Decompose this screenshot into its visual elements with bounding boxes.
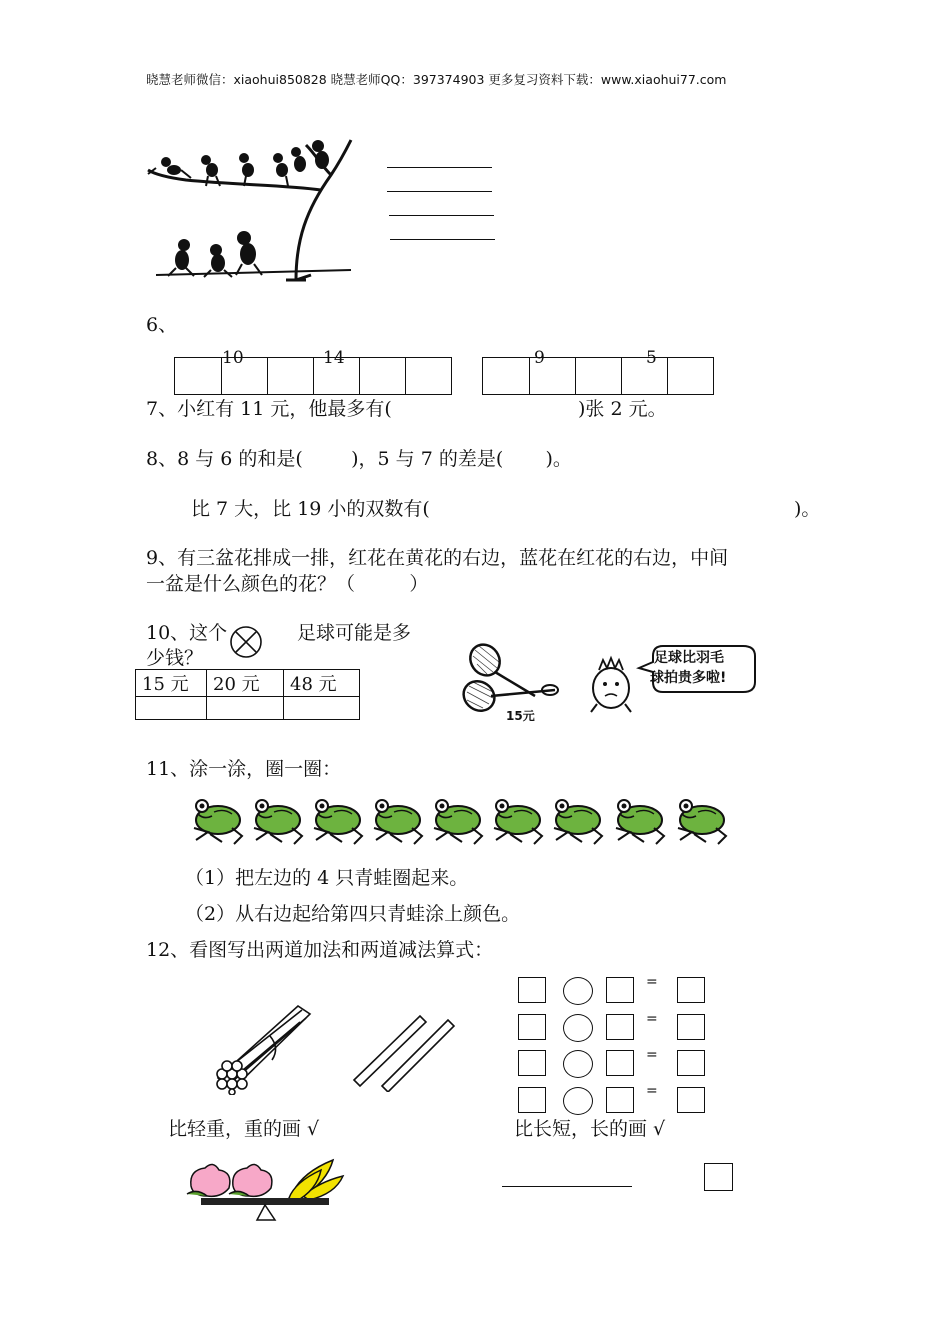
result-box[interactable]: [677, 1050, 705, 1076]
answer-line-1[interactable]: [387, 167, 492, 168]
length-answer-line[interactable]: [502, 1186, 632, 1187]
monkey-tree-illustration: [146, 130, 361, 285]
q11-item-1: （1）把左边的 4 只青蛙圈起来。: [185, 867, 469, 889]
frog-icon: [194, 800, 242, 844]
number-box[interactable]: [518, 1014, 546, 1040]
frog-icon: [374, 800, 422, 844]
weight-compare-label: 比轻重，重的画 √: [168, 1118, 320, 1140]
number-label: 9: [534, 348, 545, 368]
operator-circle[interactable]: [563, 1050, 593, 1078]
frog-icon: [434, 800, 482, 844]
result-box[interactable]: [677, 1014, 705, 1040]
frog-icon: [494, 800, 542, 844]
q6-number-row-2: [482, 357, 714, 395]
q8-line-2-start: 比 7 大，比 19 小的双数有(: [191, 498, 430, 520]
number-box[interactable]: [606, 1050, 634, 1076]
answer-line-3[interactable]: [389, 215, 494, 216]
stick-bundle-illustration: [210, 1000, 325, 1095]
equals-sign: =: [646, 1083, 658, 1099]
frog-icon: [314, 800, 362, 844]
result-box[interactable]: [677, 977, 705, 1003]
frog-row: [188, 790, 733, 850]
q10-question-end: 足球可能是多: [297, 622, 412, 644]
number-cell[interactable]: [267, 358, 313, 394]
result-box[interactable]: [677, 1087, 705, 1113]
q11-item-2: （2）从右边起给第四只青蛙涂上颜色。: [185, 903, 521, 925]
number-cell[interactable]: [575, 358, 621, 394]
answer-line-2[interactable]: [387, 191, 492, 192]
q9-line-2: 一盆是什么颜色的花？（ ）: [146, 573, 429, 595]
operator-circle[interactable]: [563, 977, 593, 1005]
number-label: 14: [323, 348, 345, 368]
number-cell[interactable]: [621, 358, 667, 394]
q6-label: 6、: [146, 314, 178, 336]
frog-icon: [616, 800, 664, 844]
number-cell[interactable]: [483, 358, 529, 394]
q9-line-1: 9、有三盆花排成一排，红花在黄花的右边，蓝花在红花的右边，中间: [146, 547, 729, 569]
number-cell[interactable]: [405, 358, 451, 394]
balance-scale-illustration: [183, 1152, 348, 1222]
loose-sticks-illustration: [350, 1012, 460, 1092]
equals-sign: =: [646, 1011, 658, 1027]
operator-circle[interactable]: [563, 1087, 593, 1115]
number-box[interactable]: [606, 1014, 634, 1040]
number-label: 10: [222, 348, 244, 368]
equals-sign: =: [646, 974, 658, 990]
number-box[interactable]: [606, 1087, 634, 1113]
q11-title: 11、涂一涂，圈一圈：: [146, 758, 342, 780]
racket-price-label: 15元: [506, 709, 535, 723]
q12-title: 12、看图写出两道加法和两道减法算式：: [146, 939, 494, 961]
number-cell[interactable]: [667, 358, 713, 394]
frog-icon: [254, 800, 302, 844]
equals-sign: =: [646, 1047, 658, 1063]
q8-line-2-end: )。: [794, 498, 821, 520]
answer-cell[interactable]: [207, 697, 284, 720]
football-icon: [229, 625, 263, 659]
number-box[interactable]: [518, 1050, 546, 1076]
speech-line-2: 球拍贵多啦!: [650, 670, 727, 686]
answer-cell[interactable]: [136, 697, 207, 720]
page-header: 晓慧老师微信：xiaohui850828 晓慧老师QQ：397374903 更多复习资料下载：www.xiaohui77.com: [146, 72, 727, 87]
cartoon-character-icon: [585, 652, 640, 716]
check-box[interactable]: [704, 1163, 733, 1191]
number-cell[interactable]: [175, 358, 221, 394]
price-option[interactable]: 20 元: [207, 670, 284, 697]
answer-cell[interactable]: [284, 697, 360, 720]
q10-question-start: 10、这个: [146, 622, 228, 644]
frog-row-illustration: [188, 790, 733, 850]
speech-line-1: 足球比羽毛: [654, 650, 724, 666]
frog-icon: [554, 800, 602, 844]
price-options-table: [135, 669, 360, 720]
q8-line-1: 8、8 与 6 的和是( )，5 与 7 的差是( )。: [146, 448, 572, 470]
number-cell[interactable]: [359, 358, 405, 394]
number-box[interactable]: [518, 1087, 546, 1113]
price-option[interactable]: 48 元: [284, 670, 360, 697]
length-compare-label: 比长短，长的画 √: [514, 1118, 666, 1140]
q7-question-start: 7、小红有 11 元，他最多有(: [146, 398, 392, 420]
price-option[interactable]: 15 元: [136, 670, 207, 697]
operator-circle[interactable]: [563, 1014, 593, 1042]
number-box[interactable]: [518, 977, 546, 1003]
frog-icon: [678, 800, 726, 844]
number-box[interactable]: [606, 977, 634, 1003]
q10-line-2: 少钱？: [146, 647, 204, 669]
answer-line-4[interactable]: [390, 239, 495, 240]
q6-number-row-1: [174, 357, 452, 395]
number-label: 5: [646, 348, 657, 368]
q7-question-end: )张 2 元。: [578, 398, 667, 420]
